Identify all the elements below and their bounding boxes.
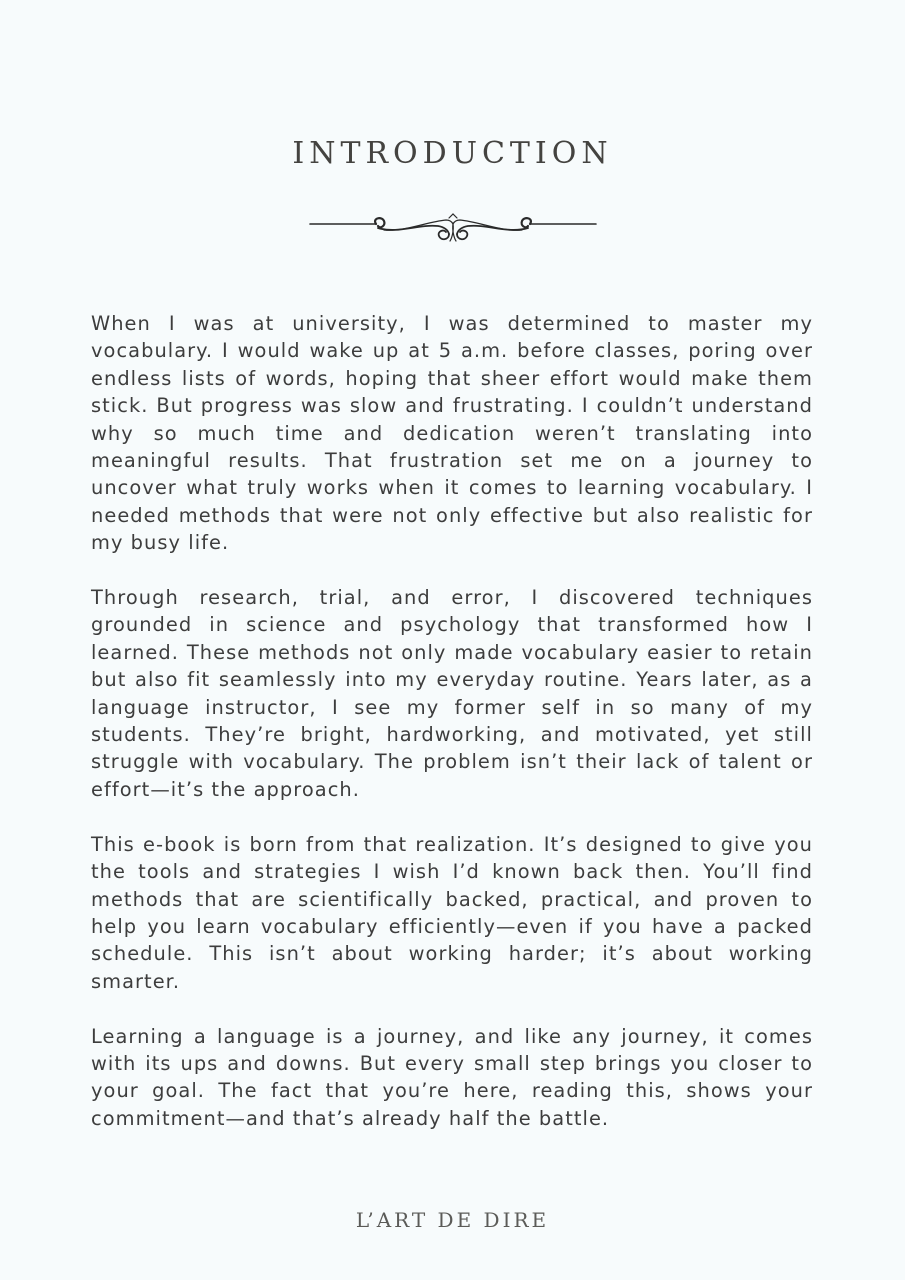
page-title: INTRODUCTION — [292, 136, 613, 171]
footer-brand: L’ART DE DIRE — [355, 1208, 550, 1232]
body-text — [91, 310, 813, 1160]
flourish-divider-icon — [308, 210, 598, 246]
paragraph: Learning a language is a journey, and like any journey, it comes with its ups and downs. But every small step brings you closer to your goal. The fact that you’re here, reading this, shows your commitment—and that’s already half the battle. — [91, 1024, 813, 1130]
paragraph: Through research, trial, and error, I discovered techniques grounded in science and psychology that transformed how I learned. These methods not only made vocabulary easier to retain but also fit seamlessly into my everyday routine. Years later, as a language instructor, I see my former self in so many of my students. They’re bright, hardworking, and motivated, yet still struggle with vocabulary. The problem isn’t their lack of talent or effort—it’s the approach. — [91, 586, 813, 801]
paragraph: This e-book is born from that realization. It’s designed to give you the tools and strategies I wish I’d known back then. You’ll find methods that are scientifically backed, practical, and proven to help you learn vocabulary efficiently—even if you have a packed schedule. This isn’t about working harder; it’s about working smarter. — [91, 832, 813, 993]
paragraph: When I was at university, I was determined to master my vocabulary. I would wake up at 5 a.m. before classes, poring over endless lists of words, hoping that sheer effort would make them stick. But progress was slow and frustrating. I couldn’t understand why so much time and dedication weren’t translating into meaningful results. That frustration set me on a journey to uncover what truly works when it comes to learning vocabulary. I needed methods that were not only effective but also realistic for my busy life. — [91, 312, 813, 555]
